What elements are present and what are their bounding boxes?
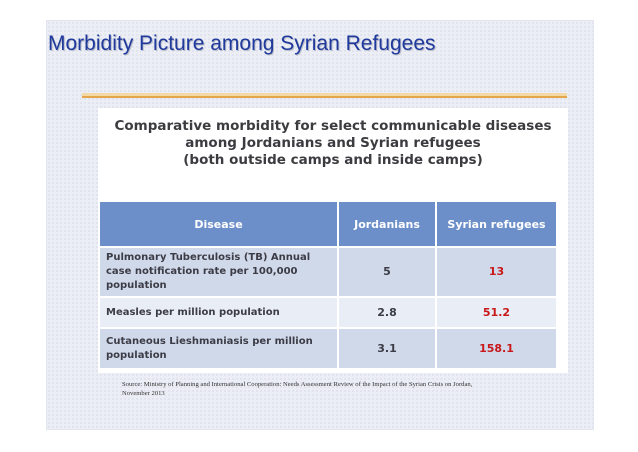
syrian-refugees-value: 13 (436, 247, 556, 297)
disease-cell: Pulmonary Tuberculosis (TB) Annual case notification rate per 100,000 population (100, 247, 338, 297)
slide-title: Morbidity Picture among Syrian Refugees (48, 32, 436, 55)
table-title (98, 118, 568, 169)
header-disease: Disease (100, 202, 338, 247)
disease-cell: Measles per million population (100, 297, 338, 328)
jordanians-value: 2.8 (338, 297, 436, 328)
header-syrian-refugees: Syrian refugees (436, 202, 556, 247)
title-underline (82, 96, 567, 98)
source-citation: Source: Ministry of Planning and International Cooperation: Needs Assessment Review of the Impact of the Syrian Crisis on Jordan, November 2013 (122, 381, 473, 397)
table-title-line-1: Comparative morbidity for select communicable diseases (114, 118, 552, 134)
jordanians-value: 3.1 (338, 328, 436, 368)
table-image-panel (98, 108, 568, 373)
table-row-leishmaniasis (100, 328, 556, 368)
morbidity-table (100, 202, 556, 368)
table-row-tuberculosis (100, 247, 556, 297)
jordanians-value: 5 (338, 247, 436, 297)
syrian-refugees-value: 158.1 (436, 328, 556, 368)
table-header-row (100, 202, 556, 247)
table-title-line-3: (both outside camps and inside camps) (183, 152, 483, 168)
disease-cell: Cutaneous Lieshmaniasis per million population (100, 328, 338, 368)
table-title-line-2: among Jordanians and Syrian refugees (185, 135, 481, 151)
header-jordanians: Jordanians (338, 202, 436, 247)
syrian-refugees-value: 51.2 (436, 297, 556, 328)
table-row-measles (100, 297, 556, 328)
